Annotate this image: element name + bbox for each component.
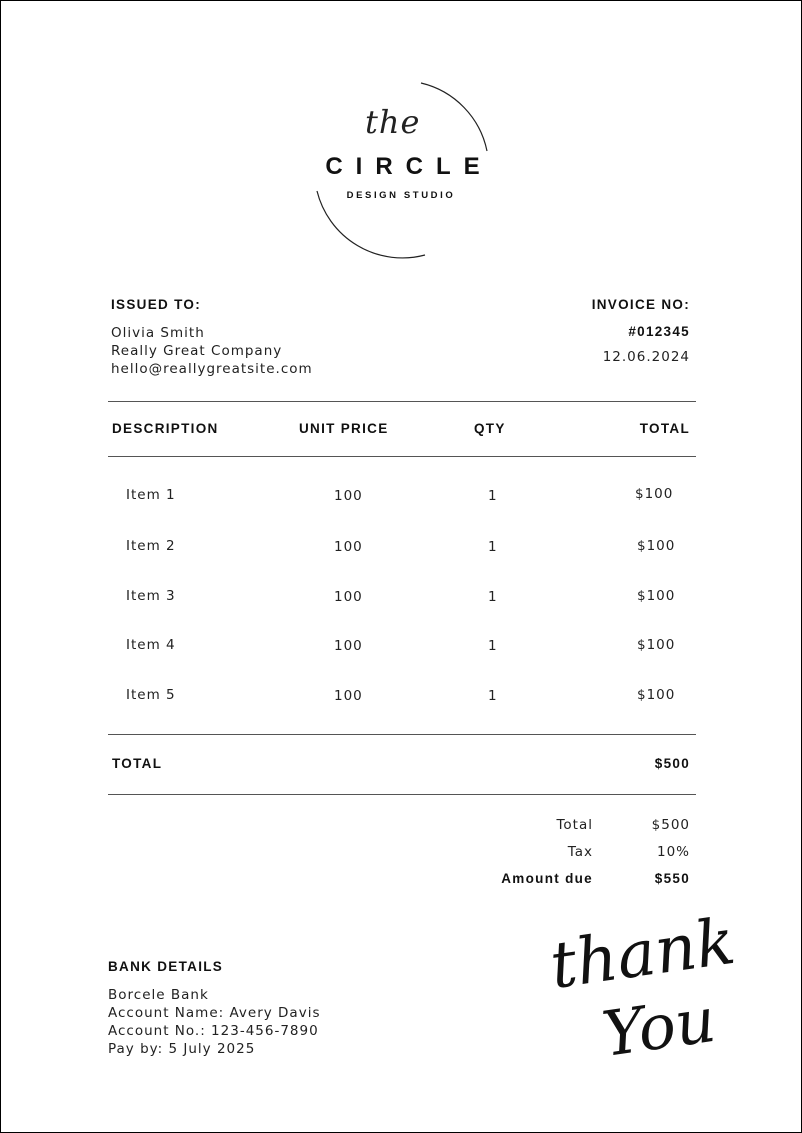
invoice-no-label: INVOICE NO: <box>591 297 690 312</box>
logo-wordmark: CIRCLE <box>325 153 493 180</box>
row-description: Item 3 <box>126 588 176 604</box>
pay-by-date: Pay by: 5 July 2025 <box>108 1041 256 1057</box>
header-unit-price: UNIT PRICE <box>299 421 389 436</box>
header-qty: QTY <box>474 421 506 436</box>
invoice-date: 12.06.2024 <box>602 349 690 365</box>
row-description: Item 1 <box>126 487 176 503</box>
account-name: Account Name: Avery Davis <box>108 1005 321 1021</box>
logo-subtitle: DESIGN STUDIO <box>346 190 456 201</box>
row-total: $100 <box>635 486 674 502</box>
summary-tax-label: Tax <box>567 844 593 860</box>
bank-name: Borcele Bank <box>108 987 209 1003</box>
row-unit-price: 100 <box>334 688 363 704</box>
thank-you-line-1: thank <box>545 904 740 1004</box>
invoice-info-block <box>592 297 690 365</box>
header-description: DESCRIPTION <box>112 421 219 436</box>
row-description: Item 5 <box>126 687 176 703</box>
thank-you-script <box>536 904 740 1096</box>
row-total: $100 <box>637 588 676 604</box>
invoice-number: #012345 <box>628 324 690 339</box>
issued-to-label: ISSUED TO: <box>111 297 202 312</box>
client-name: Olivia Smith <box>111 325 205 341</box>
logo-script-the: the <box>365 103 421 141</box>
row-total: $100 <box>637 637 676 653</box>
row-unit-price: 100 <box>334 539 363 555</box>
brand-logo <box>291 79 511 259</box>
divider <box>108 734 696 735</box>
row-description: Item 4 <box>126 637 176 653</box>
grand-total-label: TOTAL <box>112 756 163 771</box>
row-qty: 1 <box>488 539 498 555</box>
row-qty: 1 <box>488 488 498 504</box>
row-total: $100 <box>637 538 676 554</box>
client-email: hello@reallygreatsite.com <box>111 361 313 377</box>
amount-due-label: Amount due <box>501 871 593 886</box>
divider <box>108 456 696 457</box>
thank-you-line-2: You <box>597 982 720 1071</box>
amount-due-value: $550 <box>654 871 690 886</box>
row-qty: 1 <box>488 638 498 654</box>
bank-details-block <box>108 959 320 1058</box>
client-company: Really Great Company <box>111 343 283 359</box>
summary-tax-value: 10% <box>656 844 690 860</box>
row-total: $100 <box>637 687 676 703</box>
issued-to-block <box>111 297 313 378</box>
divider <box>108 401 696 402</box>
summary-total-value: $500 <box>651 817 690 833</box>
row-unit-price: 100 <box>334 638 363 654</box>
row-unit-price: 100 <box>334 488 363 504</box>
divider <box>108 794 696 795</box>
row-qty: 1 <box>488 688 498 704</box>
summary-total-label: Total <box>556 817 593 833</box>
row-description: Item 2 <box>126 538 176 554</box>
row-qty: 1 <box>488 589 498 605</box>
bank-details-label: BANK DETAILS <box>108 959 224 974</box>
account-number: Account No.: 123-456-7890 <box>108 1023 319 1039</box>
grand-total-value: $500 <box>654 756 690 771</box>
row-unit-price: 100 <box>334 589 363 605</box>
header-total: TOTAL <box>639 421 690 436</box>
